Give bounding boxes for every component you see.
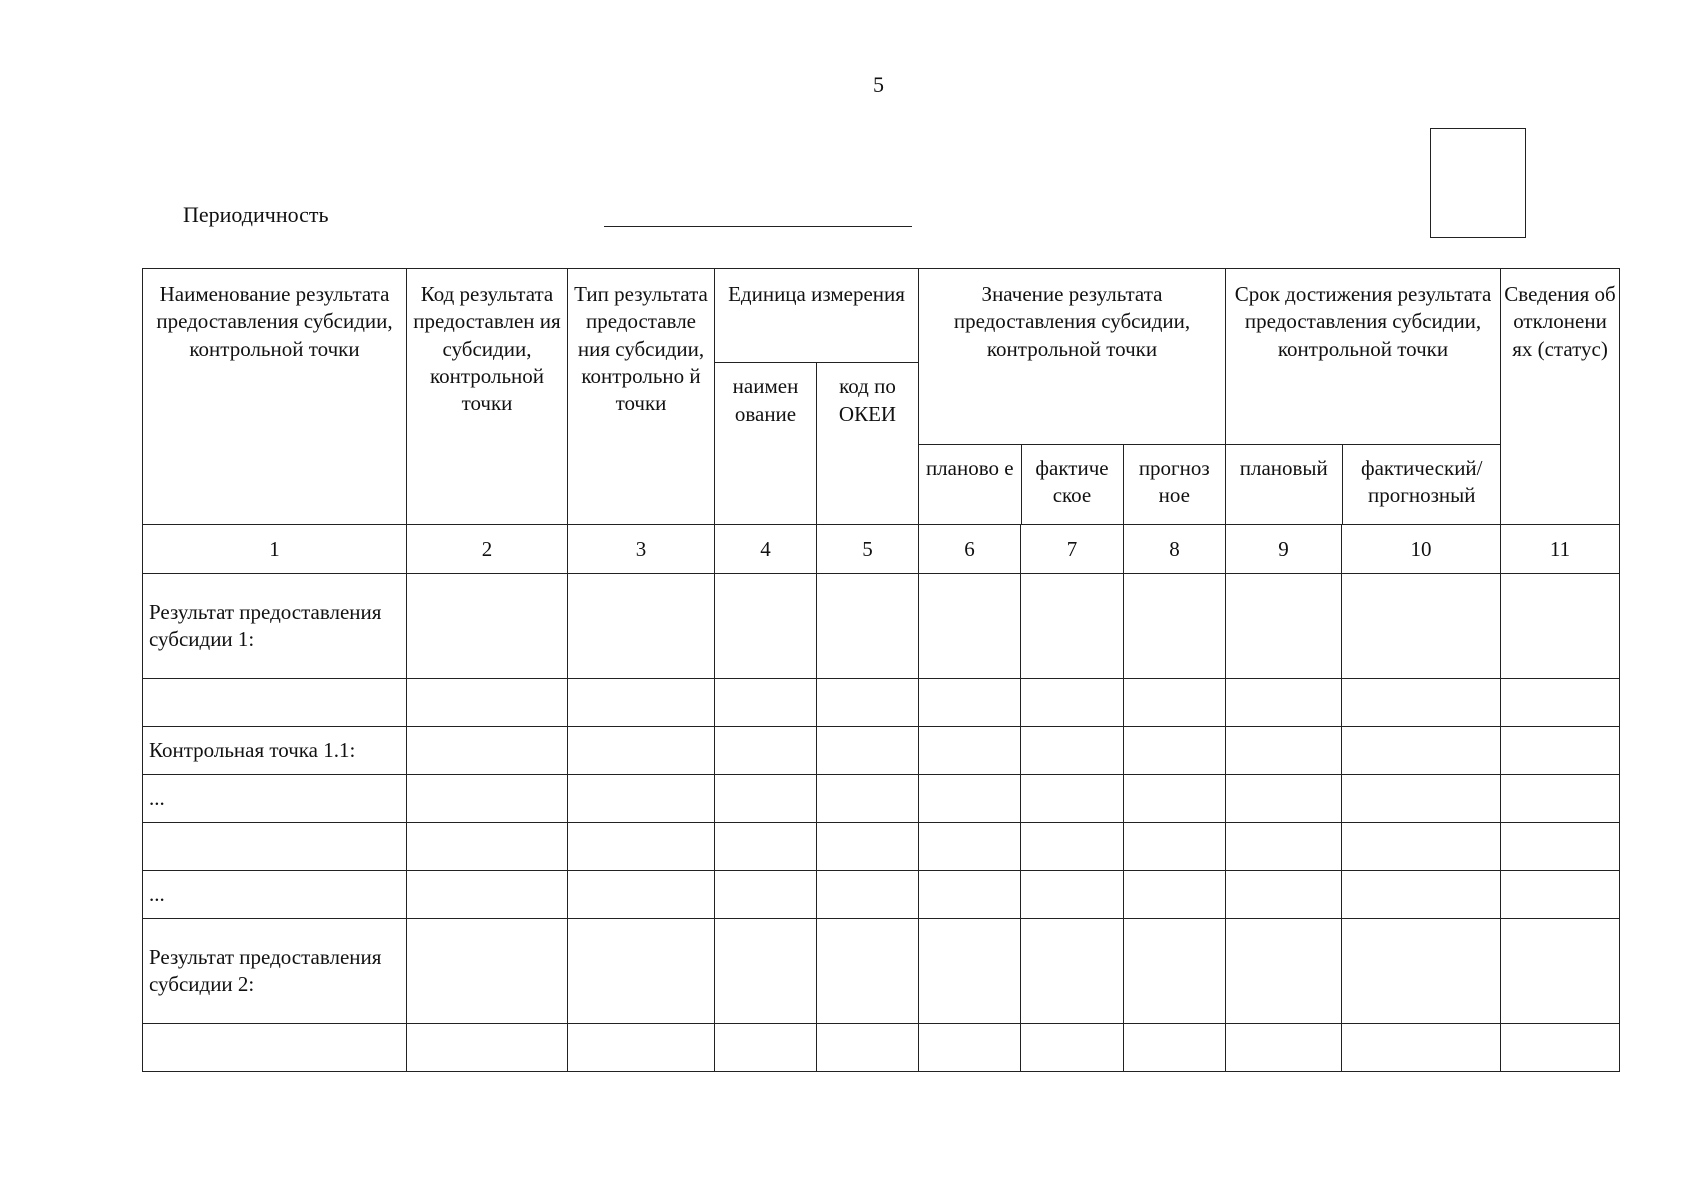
header-result-name: Наименование результата предоставления субсидии, контрольной точки [143, 269, 407, 525]
table-cell[interactable] [568, 1024, 715, 1072]
header-unit-group: Единица измерения [715, 269, 919, 363]
table-cell[interactable] [1021, 919, 1124, 1024]
table-cell[interactable] [1124, 1024, 1226, 1072]
table-cell[interactable] [1342, 823, 1501, 871]
table-cell[interactable] [1501, 679, 1620, 727]
column-number: 7 [1021, 525, 1124, 574]
report-table [142, 268, 1620, 1072]
header-term-subcells [1226, 363, 1501, 525]
table-cell[interactable] [1124, 823, 1226, 871]
column-number: 1 [143, 525, 407, 574]
header-value-group: Значение результата предоставления субсидии, контрольной точки [919, 269, 1226, 363]
table-cell[interactable] [1021, 775, 1124, 823]
header-result-type: Тип результата предоставле ния субсидии, контрольно й точки [568, 269, 715, 525]
column-number: 4 [715, 525, 817, 574]
table-cell[interactable] [568, 727, 715, 775]
table-cell[interactable] [1124, 574, 1226, 679]
table-cell[interactable] [1501, 1024, 1620, 1072]
table-cell[interactable] [715, 919, 817, 1024]
table-cell[interactable] [715, 679, 817, 727]
table-cell[interactable] [407, 727, 568, 775]
column-number: 10 [1342, 525, 1501, 574]
table-cell[interactable] [1226, 775, 1342, 823]
table-cell[interactable] [1501, 727, 1620, 775]
table-cell[interactable] [568, 823, 715, 871]
table-cell[interactable] [919, 679, 1021, 727]
table-cell[interactable] [1124, 679, 1226, 727]
table-cell[interactable] [407, 574, 568, 679]
table-cell[interactable] [1501, 919, 1620, 1024]
row-label-cell[interactable] [143, 1024, 407, 1072]
table-cell[interactable] [919, 823, 1021, 871]
column-number: 2 [407, 525, 568, 574]
table-row [143, 823, 1620, 871]
table-cell[interactable] [407, 823, 568, 871]
table-cell[interactable] [1342, 919, 1501, 1024]
table-cell[interactable] [715, 871, 817, 919]
row-label-cell[interactable]: Результат предоставления субсидии 1: [143, 574, 407, 679]
table-cell[interactable] [407, 775, 568, 823]
column-number: 3 [568, 525, 715, 574]
table-row [143, 574, 1620, 679]
table-row [143, 919, 1620, 1024]
table-cell[interactable] [1342, 775, 1501, 823]
table-cell[interactable] [1021, 823, 1124, 871]
column-number: 11 [1501, 525, 1620, 574]
table-cell[interactable] [568, 775, 715, 823]
table-cell[interactable] [1021, 871, 1124, 919]
table-cell[interactable] [568, 919, 715, 1024]
row-label-cell[interactable]: Результат предоставления субсидии 2: [143, 919, 407, 1024]
table-cell[interactable] [817, 919, 919, 1024]
table-cell[interactable] [817, 679, 919, 727]
table-cell[interactable] [1226, 727, 1342, 775]
column-number: 9 [1226, 525, 1342, 574]
table-cell[interactable] [715, 823, 817, 871]
table-body [143, 574, 1620, 1072]
table-cell[interactable] [919, 727, 1021, 775]
table-cell[interactable] [817, 775, 919, 823]
header-result-code: Код результата предоставлен ия субсидии, контрольной точки [407, 269, 568, 525]
table-cell[interactable] [1342, 574, 1501, 679]
row-label-cell[interactable]: Контрольная точка 1.1: [143, 727, 407, 775]
column-numbers-row [143, 525, 1620, 574]
header-okei-code: код по ОКЕИ [817, 363, 919, 525]
row-label-cell[interactable]: ... [143, 871, 407, 919]
table-row [143, 727, 1620, 775]
table-cell[interactable] [919, 775, 1021, 823]
table-cell[interactable] [1342, 1024, 1501, 1072]
page-number: 5 [873, 72, 884, 97]
table-cell[interactable] [1501, 574, 1620, 679]
header-unit-name: наимен ование [715, 363, 817, 525]
table-cell[interactable] [568, 871, 715, 919]
row-label-cell[interactable] [143, 823, 407, 871]
header-planned-value: планово е [919, 444, 1021, 524]
table-cell[interactable] [407, 919, 568, 1024]
table-cell[interactable] [1342, 727, 1501, 775]
table-cell[interactable] [715, 775, 817, 823]
table-cell[interactable] [407, 871, 568, 919]
table-row [143, 775, 1620, 823]
header-value-subcells [919, 363, 1226, 525]
table-cell[interactable] [817, 727, 919, 775]
periodicity-fill-line[interactable] [604, 226, 912, 227]
table-cell[interactable] [568, 679, 715, 727]
table-cell[interactable] [715, 1024, 817, 1072]
column-number: 5 [817, 525, 919, 574]
table-cell[interactable] [817, 871, 919, 919]
table-cell[interactable] [1226, 1024, 1342, 1072]
table-cell[interactable] [1226, 574, 1342, 679]
row-label-cell[interactable] [143, 679, 407, 727]
table-cell[interactable] [1342, 871, 1501, 919]
periodicity-label: Периодичность [183, 202, 329, 227]
table-cell[interactable] [1021, 727, 1124, 775]
table-cell[interactable] [715, 727, 817, 775]
table-cell[interactable] [817, 574, 919, 679]
table-cell[interactable] [1226, 871, 1342, 919]
table-cell[interactable] [1021, 574, 1124, 679]
table-cell[interactable] [1501, 871, 1620, 919]
header-actual-forecast-term: фактический/ прогнозный [1361, 455, 1483, 508]
table-cell[interactable] [1342, 679, 1501, 727]
table-cell[interactable] [568, 574, 715, 679]
table-cell[interactable] [407, 1024, 568, 1072]
header-term-group: Срок достижения результата предоставления субсидии, контрольной точки [1226, 269, 1501, 363]
table-cell[interactable] [1124, 775, 1226, 823]
column-number: 8 [1124, 525, 1226, 574]
table-cell[interactable] [817, 823, 919, 871]
table-cell[interactable] [1124, 919, 1226, 1024]
table-cell[interactable] [919, 871, 1021, 919]
table-cell[interactable] [919, 574, 1021, 679]
table-cell[interactable] [1124, 727, 1226, 775]
table-cell[interactable] [1021, 679, 1124, 727]
table-cell[interactable] [1226, 679, 1342, 727]
header-deviation-info: Сведения об отклонени ях (статус) [1501, 269, 1620, 525]
table-cell[interactable] [817, 1024, 919, 1072]
table-cell[interactable] [919, 919, 1021, 1024]
table-cell[interactable] [1226, 919, 1342, 1024]
table-cell[interactable] [1226, 823, 1342, 871]
table-row [143, 1024, 1620, 1072]
table-row [143, 679, 1620, 727]
table-cell[interactable] [715, 574, 817, 679]
code-box [1430, 128, 1526, 238]
table-cell[interactable] [919, 1024, 1021, 1072]
header-planned-term: плановый [1226, 444, 1342, 524]
table-cell[interactable] [407, 679, 568, 727]
table-cell[interactable] [1501, 823, 1620, 871]
table-cell[interactable] [1501, 775, 1620, 823]
row-label-cell[interactable]: ... [143, 775, 407, 823]
table-cell[interactable] [1124, 871, 1226, 919]
header-actual-value: фактиче ское [1021, 444, 1123, 524]
column-number: 6 [919, 525, 1021, 574]
table-row [143, 871, 1620, 919]
header-forecast-value: прогноз ное [1138, 455, 1210, 508]
table-cell[interactable] [1021, 1024, 1124, 1072]
